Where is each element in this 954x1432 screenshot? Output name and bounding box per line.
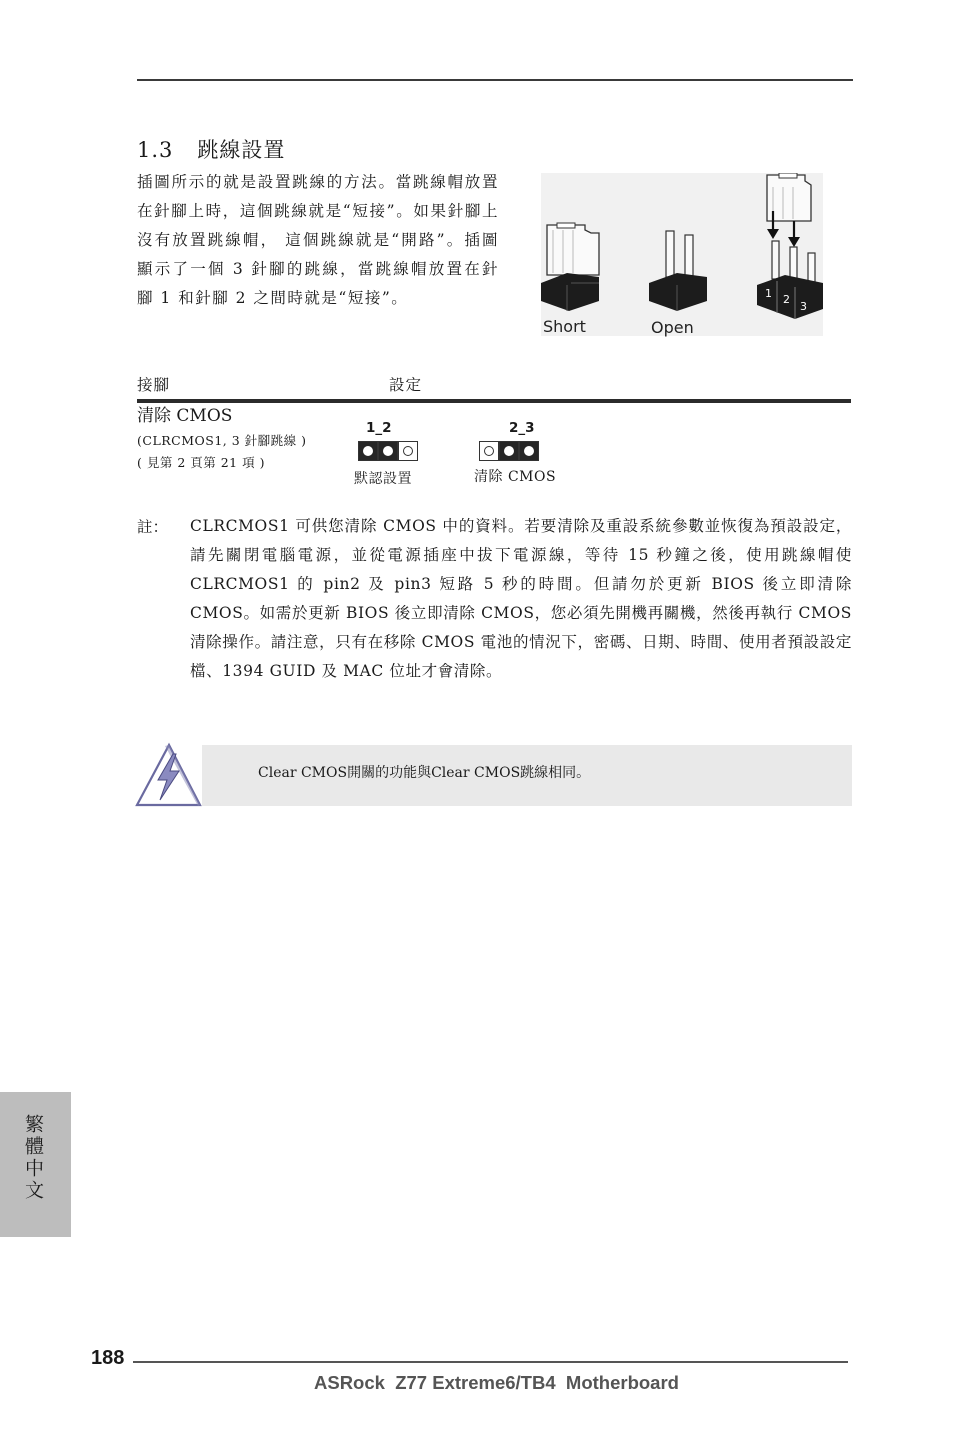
pin-open (398, 441, 418, 461)
clear-pin-header (479, 441, 539, 461)
jumper-name: 清除 CMOS (137, 406, 233, 426)
pin-3-label: 3 (800, 300, 807, 313)
top-rule (137, 79, 853, 81)
column-header-jumper: 接腳 (137, 376, 171, 394)
footer-rule (133, 1361, 848, 1363)
open-jumper (649, 231, 707, 311)
section-heading (137, 134, 285, 164)
default-caption: 默認設置 (354, 471, 412, 487)
section-title: 跳線設置 (197, 138, 286, 162)
default-pins-label: 1_2 (366, 420, 392, 436)
note-label: 註： (137, 518, 169, 536)
footer-title: ASRock Z77 Extreme6/TB4 Motherboard (314, 1372, 679, 1393)
pin-shorted (499, 441, 519, 461)
jumper-detail-2: ( 見第 2 頁第 21 項 ) (137, 455, 265, 470)
clear-pins-label: 2_3 (509, 420, 535, 436)
jumper-illustration (541, 173, 823, 336)
caution-text: Clear CMOS開關的功能與Clear CMOS跳線相同。 (258, 765, 591, 781)
note-text: CLRCMOS1 可供您清除 CMOS 中的資料。若要清除及重設系統參數並恢復為預設設定，請先關閉電腦電源，並從電源插座中拔下電源線，等待 15 秒鐘之後，使用跳線帽使 CLRCMOS1 的 pin2 及 pin3 短路 5 秒的時間。但請勿於更新 BIOS 後立即清除 CMOS。如需於更新 BIOS 後立即清除 CMOS，您必須先開機再關機，然後再執行 CMOS 清除操作。請注意，只有在移除 CMOS 電池的情況下，密碼、日期、時間、使用者預設設定檔、1394 GUID 及 MAC 位址才會清除。 (190, 517, 852, 680)
table-rule (137, 399, 851, 403)
default-pin-header (358, 441, 418, 461)
pin-2-label: 2 (783, 293, 790, 306)
pin-shorted (378, 441, 398, 461)
clear-caption: 清除 CMOS (474, 469, 557, 485)
pin-1-label: 1 (765, 287, 772, 300)
language-tab (0, 1092, 71, 1237)
language-tab-label: 繁體中文 (22, 1114, 44, 1202)
short-jumper (541, 223, 599, 311)
short-label: Short (543, 317, 586, 336)
jumper-drawing (541, 173, 823, 336)
three-pin-jumper (757, 173, 823, 319)
pin-open (479, 441, 499, 461)
page-number: 188 (91, 1347, 125, 1369)
column-header-setting: 設定 (389, 376, 423, 394)
jumper-detail-1: (CLRCMOS1, 3 針腳跳線 ) (137, 433, 307, 448)
pin-shorted (358, 441, 378, 461)
section-number: 1.3 (137, 138, 174, 162)
open-label: Open (651, 318, 694, 337)
intro-paragraph: 插圖所示的就是設置跳線的方法。當跳線帽放置在針腳上時，這個跳線就是“短接”。如果針腳上沒有放置跳線帽， 這個跳線就是“開路”。插圖顯示了一個 3 針腳的跳線，當跳線帽放置在針腳 1 和針腳 2 之間時就是“短接”。 (137, 173, 499, 307)
pin-shorted (519, 441, 539, 461)
warning-lightning-icon (134, 742, 204, 812)
